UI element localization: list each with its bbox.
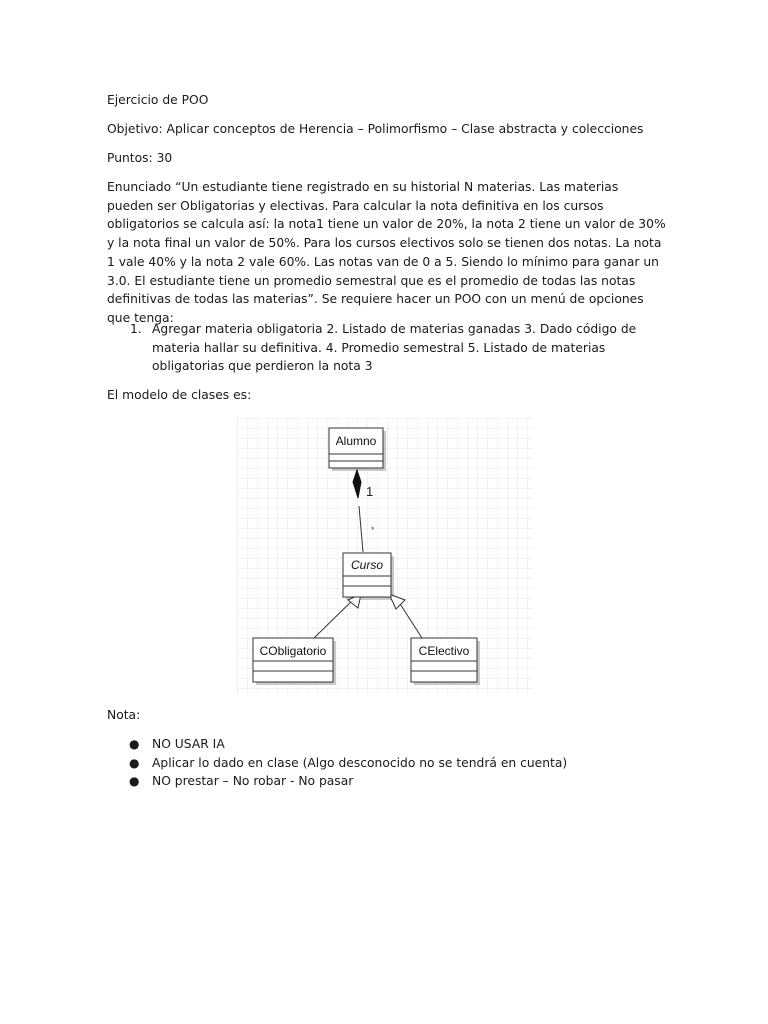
class-cobligatorio (253, 638, 333, 682)
list-item (107, 772, 667, 791)
class-alumno (329, 428, 383, 468)
list-item (107, 735, 667, 754)
note-text: NO USAR IA (152, 737, 225, 751)
bullet-icon: ● (129, 737, 140, 751)
note-text: Aplicar lo dado en clase (Algo desconocido no se tendrá en cuenta) (152, 755, 568, 770)
class-curso (343, 553, 391, 597)
list-number: 1. (130, 322, 142, 336)
list-item-text: Agregar materia obligatoria 2. Listado de materias ganadas 3. Dado código de materia hallar su definitiva. 4. Promedio semestral 5. Listado de materias obligatorias que perdieron la nota 3 (152, 322, 637, 374)
note-text: NO prestar – No robar - No pasar (152, 774, 354, 789)
class-cobligatorio-name: CObligatorio (259, 644, 327, 658)
class-curso-name: Curso (350, 558, 384, 572)
notes-list (107, 735, 667, 791)
list-item (107, 754, 667, 773)
statement-paragraph: Enunciado “Un estudiante tiene registrado en su historial N materias. Las materias pueden ser Obligatorias y electivas. Para calcular la nota definitiva en los cursos obligatorios se calcula así: la nota1 tiene un valor de 20%, la nota 2 tiene un valor de 30% y la nota final un valor de 50%. Para los cursos electivos solo se tienen dos notas. La nota 1 vale 40% y la nota 2 vale 60%. Las notas van de 0 a 5. Siendo lo mínimo para ganar un 3.0. El estudiante tiene un promedio semestral que es el promedio de todas las notas definitivas de todas las materias”. Se requiere hacer un POO con un menú de opciones que tenga: (107, 180, 666, 325)
document-title: Ejercicio de POO (107, 93, 209, 107)
uml-diagram-svg (237, 418, 533, 694)
note-label: Nota: (107, 708, 141, 722)
multiplicity-many: * (371, 525, 375, 535)
uml-class-diagram (237, 418, 533, 694)
points-line: Puntos: 30 (107, 151, 173, 165)
list-item (107, 320, 667, 376)
multiplicity-one: 1 (366, 484, 374, 499)
objective-line: Objetivo: Aplicar conceptos de Herencia – Polimorfismo – Clase abstracta y colecciones (107, 122, 644, 136)
class-celectivo-name: CElectivo (418, 644, 470, 658)
bullet-icon: ● (129, 774, 140, 789)
menu-options-list (107, 320, 667, 376)
bullet-icon: ● (129, 755, 140, 770)
class-alumno-name: Alumno (335, 434, 377, 448)
model-intro: El modelo de clases es: (107, 388, 252, 402)
class-celectivo (411, 638, 477, 682)
